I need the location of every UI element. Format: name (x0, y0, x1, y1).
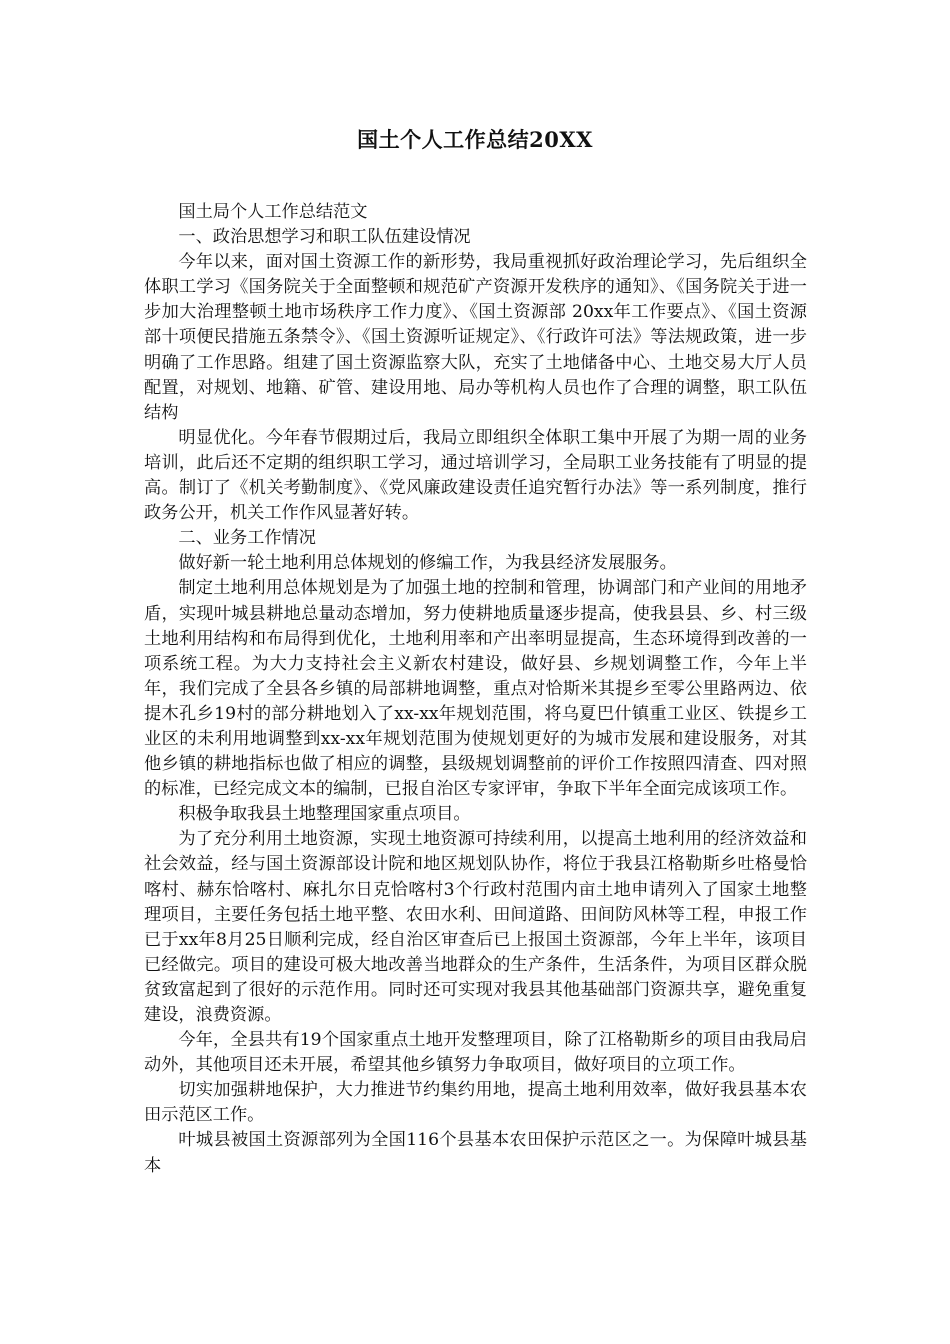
body-paragraph: 今年，全县共有19个国家重点土地开发整理项目，除了江格勒斯乡的项目由我局启动外，其他项目还未开展，希望其他乡镇努力争取项目，做好项目的立项工作。 (144, 1030, 807, 1076)
body-paragraph: 今年以来，面对国土资源工作的新形势，我局重视抓好政治理论学习，先后组织全体职工学习《国务院关于全面整顿和规范矿产资源开发秩序的通知》、《国务院关于进一步加大治理整顿土地市场秩序工作力度》、《国土资源部 20xx年工作要点》、《国土资源部十项便民措施五条禁令》、《国土资源听证规定》、《行政许可法》等法规政策，进一步明确了工作思路。组建了国土资源监察大队，充实了土地储备中心、土地交易大厅人员配置，对规划、地籍、矿管、建设用地、局办等机构人员也作了合理的调整，职工队伍结构 (144, 252, 807, 423)
body-paragraph: 积极争取我县土地整理国家重点项目。 (178, 804, 471, 825)
section-heading-2: 二、业务工作情况 (178, 528, 316, 549)
document-body (144, 200, 807, 1179)
body-paragraph: 做好新一轮土地利用总体规划的修编工作，为我县经济发展服务。 (178, 553, 677, 574)
section-heading-1: 一、政治思想学习和职工队伍建设情况 (178, 227, 471, 248)
body-paragraph: 切实加强耕地保护，大力推进节约集约用地，提高土地利用效率，做好我县基本农田示范区工作。 (144, 1080, 807, 1126)
body-paragraph: 叶城县被国土资源部列为全国116个县基本农田保护示范区之一。为保障叶城县基本 (144, 1130, 807, 1176)
body-paragraph: 制定土地利用总体规划是为了加强土地的控制和管理，协调部门和产业间的用地矛盾，实现叶城县耕地总量动态增加，努力使耕地质量逐步提高，使我县县、乡、村三级土地利用结构和布局得到优化，土地利用率和产出率明显提高，生态环境得到改善的一项系统工程。为大力支持社会主义新农村建设，做好县、乡规划调整工作，今年上半年，我们完成了全县各乡镇的局部耕地调整，重点对恰斯米其提乡至零公里路两边、依提木孔乡19村的部分耕地划入了xx-xx年规划范围，将乌夏巴什镇重工业区、铁提乡工业区的未利用地调整到xx-xx年规划范围为使规划更好的为城市发展和建设服务，对其他乡镇的耕地指标也做了相应的调整，县级规划调整前的评价工作按照四清查、四对照的标准，已经完成文本的编制，已报自治区专家评审，争取下半年全面完成该项工作。 (144, 578, 807, 800)
subtitle-paragraph: 国土局个人工作总结范文 (178, 202, 368, 222)
body-paragraph: 明显优化。今年春节假期过后，我局立即组织全体职工集中开展了为期一周的业务培训，此后还不定期的组织职工学习，通过培训学习，全局职工业务技能有了明显的提高。制订了《机关考勤制度》、《党风廉政建设责任追究暂行办法》等一系列制度，推行政务公开，机关工作作风显著好转。 (144, 427, 807, 524)
document-title: 国土个人工作总结20XX (357, 127, 593, 152)
body-paragraph: 为了充分利用土地资源，实现土地资源可持续利用，以提高土地利用的经济效益和社会效益，经与国土资源部设计院和地区规划队协作，将位于我县江格勒斯乡吐格曼恰喀村、赫东恰喀村、麻扎尔日克恰喀村3个行政村范围内亩土地申请列入了国家土地整理项目，主要任务包括土地平整、农田水利、田间道路、田间防风林等工程，申报工作已于xx年8月25日顺利完成，经自治区审查后已上报国土资源部，今年上半年，该项目已经做完。项目的建设可极大地改善当地群众的生产条件，生活条件，为项目区群众脱贫致富起到了很好的示范作用。同时还可实现对我县其他基础部门资源共享，避免重复建设，浪费资源。 (144, 829, 807, 1025)
